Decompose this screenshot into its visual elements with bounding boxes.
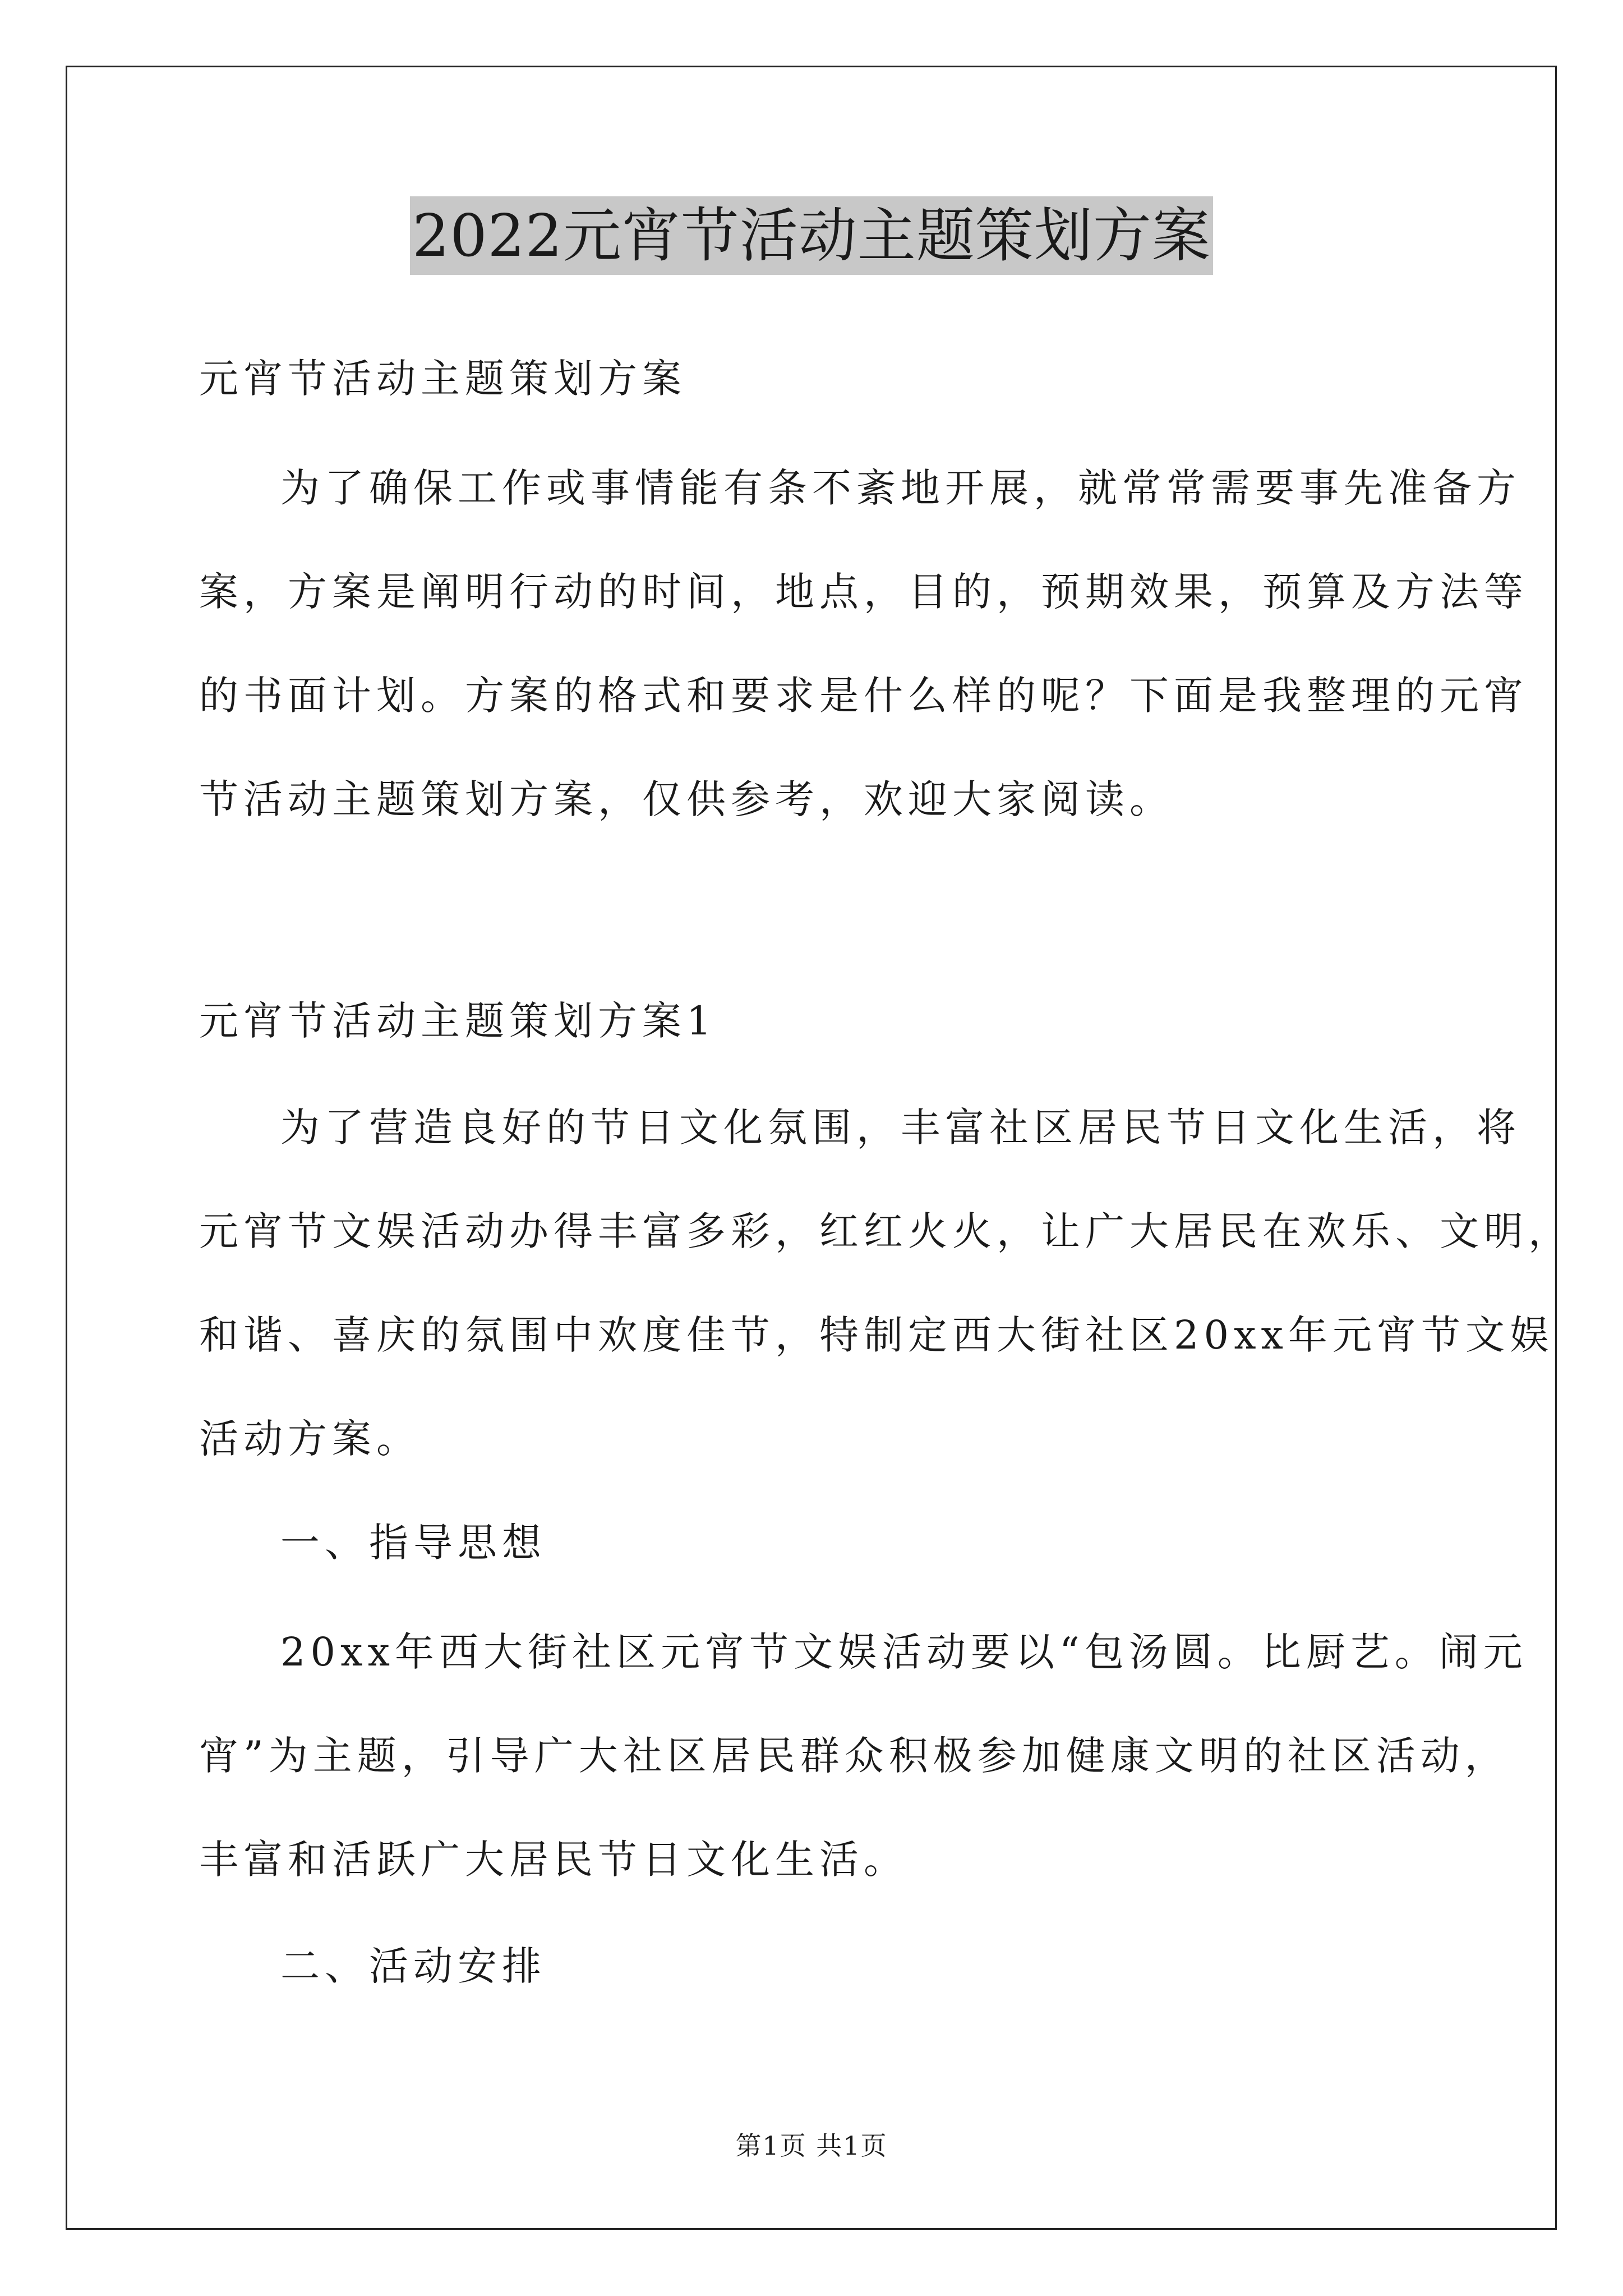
section1-heading: 元宵节活动主题策划方案1 xyxy=(199,998,717,1044)
page-footer: 第1页 共1页 xyxy=(735,2131,888,2161)
intro-line-3: 的书面计划。方案的格式和要求是什么样的呢？下面是我整理的元宵 xyxy=(199,673,1528,719)
intro-line-2: 案，方案是阐明行动的时间，地点，目的，预期效果，预算及方法等 xyxy=(199,569,1528,615)
section1-line-3: 和谐、喜庆的氛围中欢度佳节，特制定西大街社区20xx年元宵节文娱 xyxy=(199,1312,1555,1358)
title-container xyxy=(0,196,1623,275)
intro-line-1: 为了确保工作或事情能有条不紊地开展，就常常需要事先准备方 xyxy=(280,465,1521,511)
part1-heading: 一、指导思想 xyxy=(280,1520,546,1566)
document-subtitle: 元宵节活动主题策划方案 xyxy=(199,356,686,402)
document-title: 2022元宵节活动主题策划方案 xyxy=(410,196,1213,275)
section1-line-2: 元宵节文娱活动办得丰富多彩，红红火火，让广大居民在欢乐、文明， xyxy=(199,1208,1573,1254)
part1-line-1: 20xx年西大街社区元宵节文娱活动要以“包汤圆。比厨艺。闹元 xyxy=(280,1629,1528,1675)
intro-line-4: 节活动主题策划方案，仅供参考，欢迎大家阅读。 xyxy=(199,776,1174,822)
part1-line-2: 宵”为主题，引导广大社区居民群众积极参加健康文明的社区活动， xyxy=(199,1733,1509,1779)
section1-line-4: 活动方案。 xyxy=(199,1416,421,1462)
section1-line-1: 为了营造良好的节日文化氛围，丰富社区居民节日文化生活，将 xyxy=(280,1105,1521,1151)
part1-line-3: 丰富和活跃广大居民节日文化生活。 xyxy=(199,1837,908,1883)
part2-heading: 二、活动安排 xyxy=(280,1943,546,1989)
